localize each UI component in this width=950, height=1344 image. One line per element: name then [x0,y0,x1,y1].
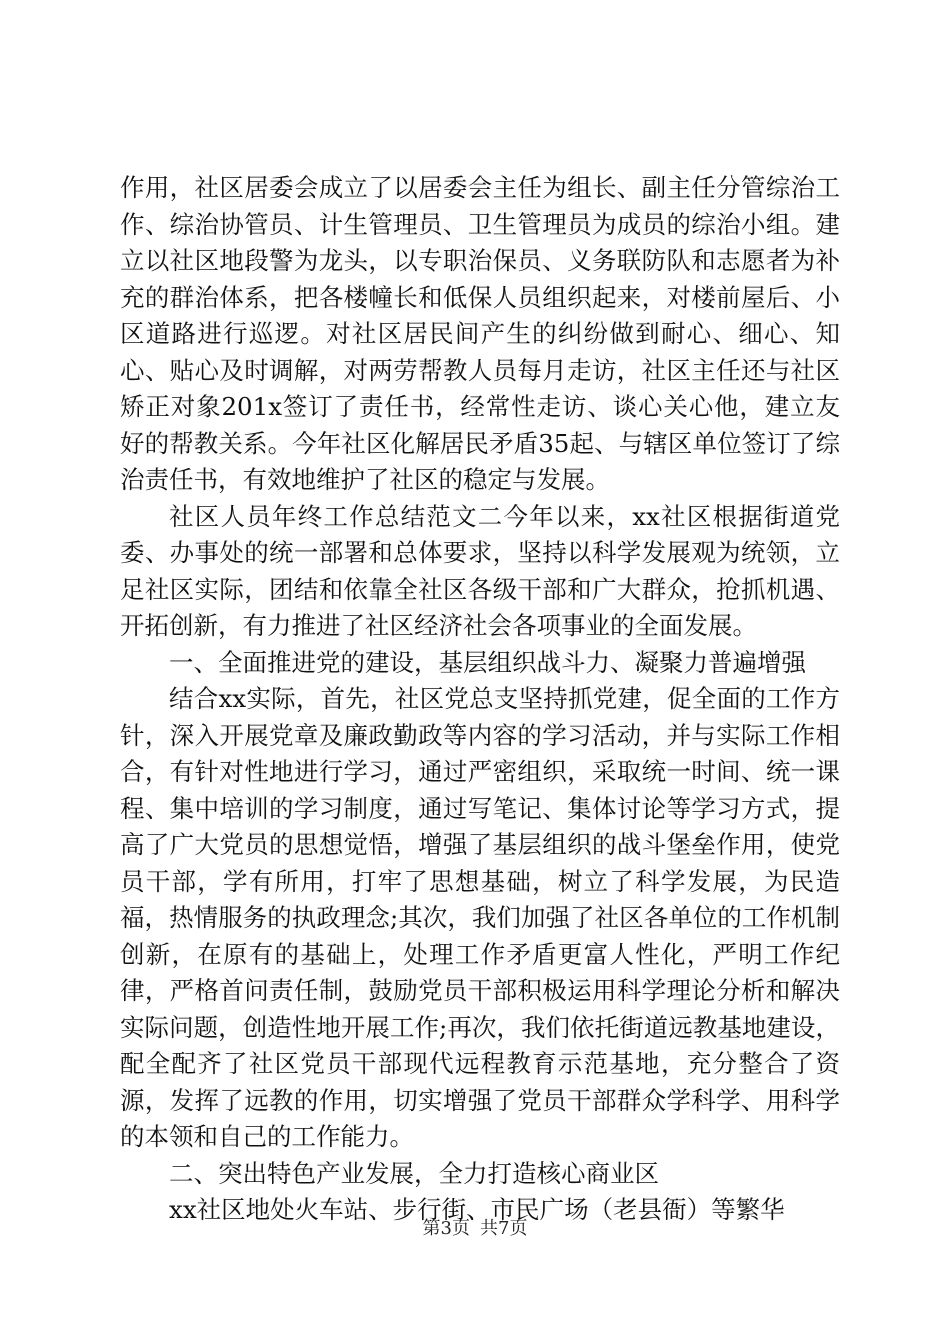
page-total: 共7页 [480,1218,528,1239]
page-footer [0,1217,950,1241]
document-body [120,170,840,1229]
paragraph-summary-two: 社区人员年终工作总结范文二今年以来，xx社区根据街道党委、办事处的统一部署和总体要求，坚持以科学发展观为统领，立足社区实际，团结和依靠全社区各级干部和广大群众，抢抓机遇、开拓创新，有力推进了社区经济社会各项事业的全面发展。 [120,501,840,640]
section-heading-two: 二、突出特色产业发展，全力打造核心商业区 [169,1158,659,1188]
paragraph-continuation: 作用，社区居委会成立了以居委会主任为组长、副主任分管综治工作、综治协管员、计生管理员、卫生管理员为成员的综治小组。建立以社区地段警为龙头，以专职治保员、义务联防队和志愿者为补充的群治体系，把各楼幢长和低保人员组织起来，对楼前屋后、小区道路进行巡逻。对社区居民间产生的纠纷做到耐心、细心、知心、贴心及时调解，对两劳帮教人员每月走访，社区主任还与社区矫正对象201x签订了责任书，经常性走访、谈心关心他，建立友好的帮教关系。今年社区化解居民矛盾35起、与辖区单位签订了综治责任书，有效地维护了社区的稳定与发展。 [120,173,840,494]
section-heading-one: 一、全面推进党的建设，基层组织战斗力、凝聚力普遍增强 [169,647,806,677]
paragraph-commercial-area: xx社区地处火车站、步行街、市民广场（老县衙）等繁华 [169,1195,785,1224]
paragraph-party-building: 结合xx实际，首先，社区党总支坚持抓党建，促全面的工作方针，深入开展党章及廉政勤政等内容的学习活动，并与实际工作相合，有针对性地进行学习，通过严密组织，采取统一时间、统一课程、集中培训的学习制度，通过写笔记、集体讨论等学习方式，提高了广大党员的思想觉悟，增强了基层组织的战斗堡垒作用，使党员干部，学有所用，打牢了思想基础，树立了科学发展，为民造福，热情服务的执政理念;其次，我们加强了社区各单位的工作机制创新，在原有的基础上，处理工作矛盾更富人性化，严明工作纪律，严格首问责任制，鼓励党员干部积极运用科学理论分析和解决实际问题，创造性地开展工作;再次，我们依托街道远教基地建设，配全配齐了社区党员干部现代远程教育示范基地，充分整合了资源，发挥了远教的作用，切实增强了党员干部群众学科学、用科学的本领和自己的工作能力。 [120,684,840,1151]
page-number: 第3页 [422,1218,470,1239]
